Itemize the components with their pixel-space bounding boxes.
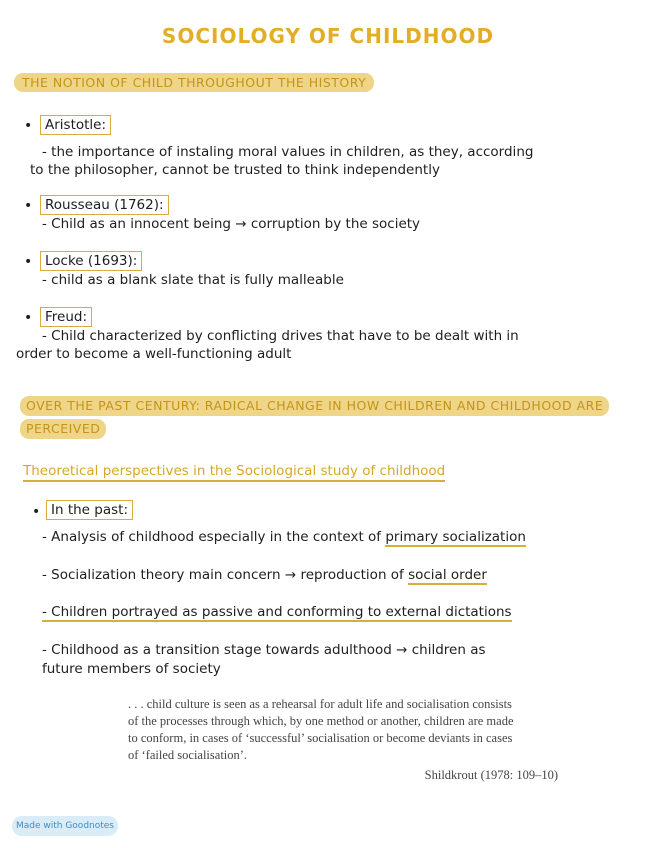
section-heading-history: THE NOTION OF CHILD THROUGHOUT THE HISTORY — [14, 73, 374, 92]
bullet: • — [32, 504, 41, 520]
locke-text: - child as a blank slate that is fully malleable — [42, 272, 344, 288]
section-heading-past-century — [20, 395, 634, 439]
past-point-2 — [42, 566, 487, 584]
philosopher-label-freud: Freud: — [40, 307, 92, 327]
aristotle-text-line1: - the importance of instaling moral values in children, as they, according — [42, 144, 534, 160]
past-point-4-line2: future members of society — [42, 661, 221, 677]
section-heading-line1: OVER THE PAST CENTURY: RADICAL CHANGE IN HOW CHILDREN AND CHILDHOOD ARE — [20, 396, 609, 416]
theoretical-perspectives-subheading: Theoretical perspectives in the Sociological study of childhood — [23, 463, 445, 482]
philosopher-label-locke: Locke (1693): — [40, 251, 142, 271]
bullet: • — [24, 254, 33, 270]
past-point-3-text: - Children portrayed as passive and conforming to external dictations — [42, 604, 512, 620]
freud-text-line1: - Child characterized by conflicting drives that have to be dealt with in — [42, 328, 519, 344]
past-point-1-text: - Analysis of childhood especially in the context of — [42, 529, 386, 545]
bullet: • — [24, 198, 33, 214]
bullet: • — [24, 310, 33, 326]
aristotle-text-line2: to the philosopher, cannot be trusted to think independently — [30, 162, 440, 178]
bullet: • — [24, 118, 33, 134]
primary-socialization-underlined: primary socialization — [385, 529, 526, 545]
past-point-3 — [42, 603, 512, 621]
philosopher-label-rousseau: Rousseau (1762): — [40, 195, 169, 215]
past-point-2-text: - Socialization theory main concern → reproduction of — [42, 567, 409, 583]
quote-block — [128, 696, 568, 784]
social-order-underlined: social order — [408, 567, 487, 583]
quote-line: of the processes through which, by one method or another, children are made — [128, 714, 514, 728]
past-point-4-line1: - Childhood as a transition stage towards adulthood → children as — [42, 642, 486, 658]
quote-line: to conform, in cases of ‘successful’ socialisation or become deviants in cases — [128, 731, 513, 745]
section-heading-line2: PERCEIVED — [20, 419, 106, 439]
page-title: SOCIOLOGY OF CHILDHOOD — [161, 24, 495, 48]
past-point-1 — [42, 528, 526, 546]
freud-text-line2: order to become a well-functioning adult — [16, 346, 292, 362]
philosopher-label-aristotle: Aristotle: — [40, 115, 111, 135]
in-the-past-label: In the past: — [46, 500, 133, 520]
quote-citation: Shildkrout (1978: 109–10) — [424, 768, 558, 782]
quote-line: . . . child culture is seen as a rehearsal for adult life and socialisation consists — [128, 697, 512, 711]
goodnotes-badge[interactable]: Made with Goodnotes — [12, 816, 118, 836]
quote-line: of ‘failed socialisation’. — [128, 748, 248, 762]
rousseau-text: - Child as an innocent being → corruption by the society — [42, 216, 421, 232]
